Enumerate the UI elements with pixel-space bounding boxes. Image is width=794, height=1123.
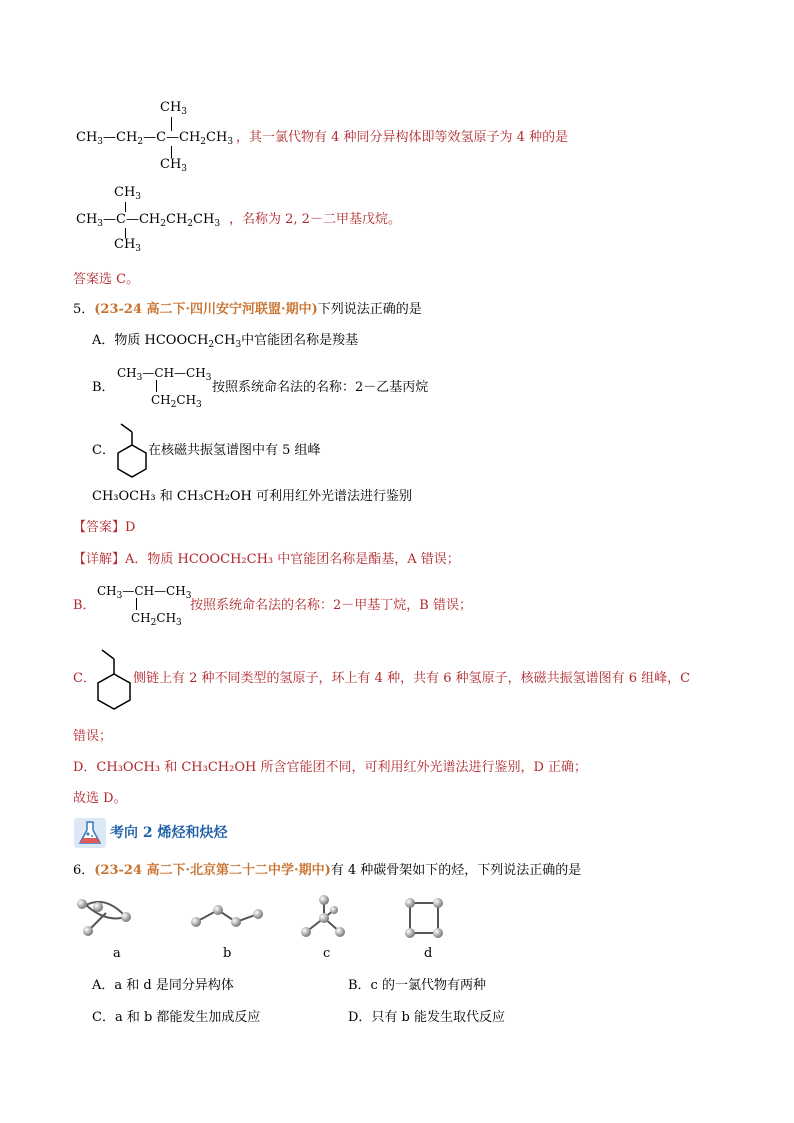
- q5-detail-b-label: B．: [73, 598, 96, 613]
- skeleton-d-icon: [402, 895, 446, 943]
- q5-option-d: CH₃OCH₃ 和 CH₃CH₂OH 可利用红外光谱法进行鉴别: [92, 489, 413, 504]
- q6-source: (23-24 高二下·北京第二十二中学·期中): [94, 863, 331, 878]
- q5-detail-c-text: 侧链上有 2 种不同类型的氢原子，环上有 4 种，共有 6 种氢原子，核磁共振氢谱图有 6 组峰，C: [133, 671, 691, 686]
- skeleton-label-b: b: [223, 946, 232, 961]
- q5-conclusion: 故选 D。: [73, 791, 127, 806]
- struct1-top-methyl: $CH_3$: [160, 100, 188, 117]
- q5-detail-c-label: C．: [73, 671, 96, 686]
- skeleton-b-icon: [188, 900, 268, 935]
- struct2-top-methyl: $CH_3$: [114, 185, 142, 202]
- q5-answer: 【答案】D: [73, 520, 136, 535]
- q6-option-a: A．a 和 d 是同分异构体: [92, 978, 234, 993]
- struct2-main-chain: $CH_3—C—CH_2CH_2CH_3$: [76, 212, 221, 229]
- q5-detail-a: 【详解】A．物质 HCOOCH₂CH₃ 中官能团名称是酯基，A 错误；: [73, 552, 460, 567]
- q5-number: 5．: [73, 302, 95, 317]
- q5-option-b-bond: [156, 380, 157, 392]
- struct2-bond-up: [125, 202, 126, 212]
- struct1-bond-up: [171, 117, 172, 131]
- q5-option-c-label: C．: [92, 443, 115, 458]
- ethylcyclohexane-detail-icon: [94, 646, 134, 710]
- skeleton-a-icon: [76, 895, 136, 940]
- q5-option-a: A．物质 $HCOOCH_2CH_3$中官能团名称是羧基: [92, 333, 359, 350]
- ethylcyclohexane-icon: [114, 420, 150, 478]
- lab-flask-icon: [74, 818, 106, 848]
- section-title: 考向 2 烯烃和炔烃: [110, 825, 228, 841]
- skeleton-label-d: d: [424, 946, 433, 961]
- q5-detail-b-text: 按照系统命名法的名称：2－甲基丁烷，B 错误；: [190, 598, 472, 613]
- answer-q4: 答案选 C。: [73, 272, 140, 287]
- struct1-main-chain: $CH_3—CH_2—C—CH_2CH_3$: [76, 130, 234, 147]
- struct1-bottom-methyl: $CH_3$: [160, 157, 188, 174]
- skeleton-label-c: c: [323, 946, 331, 961]
- q6-header: [73, 863, 581, 879]
- q5-detail-b-bond: [136, 598, 137, 610]
- q5-stem: 下列说法正确的是: [317, 302, 422, 317]
- q6-stem: 有 4 种碳骨架如下的烃，下列说法正确的是: [330, 863, 582, 878]
- q5-detail-b-structure-top: $CH_3—CH—CH_3$: [97, 584, 192, 601]
- q5-detail-c-continued: 错误；: [73, 729, 113, 744]
- q6-number: 6．: [73, 863, 95, 878]
- q5-option-b-text: 按照系统命名法的名称：2－乙基丙烷: [212, 380, 429, 395]
- q5-detail-b-structure-bottom: $CH_2CH_3$: [131, 611, 182, 628]
- q6-option-c: C．a 和 b 都能发生加成反应: [92, 1010, 261, 1025]
- q5-source: (23-24 高二下·四川安宁河联盟·期中): [94, 302, 318, 317]
- skeleton-c-icon: [298, 892, 354, 942]
- q5-option-b-label: B．: [92, 380, 115, 395]
- q6-option-d: D．只有 b 能发生取代反应: [348, 1010, 506, 1025]
- struct1-comment: ，其一氯代物有 4 种同分异构体即等效氢原子为 4 种的是: [236, 130, 569, 145]
- q5-option-b-structure-bottom: $CH_2CH_3$: [151, 393, 202, 410]
- struct2-bottom-methyl: $CH_3$: [114, 237, 142, 254]
- struct2-comment: ，名称为 2, 2－二甲基戊烷。: [229, 212, 401, 227]
- q5-header: [73, 302, 422, 318]
- skeleton-label-a: a: [113, 946, 121, 961]
- q5-detail-d: D．CH₃OCH₃ 和 CH₃CH₂OH 所含官能团不同，可利用红外光谱法进行鉴别，D 正确；: [73, 760, 588, 775]
- q5-option-c-text: 在核磁共振氢谱图中有 5 组峰: [148, 443, 321, 458]
- q6-option-b: B．c 的一氯代物有两种: [348, 978, 486, 993]
- q5-option-b-structure-top: $CH_3—CH—CH_3$: [117, 366, 212, 383]
